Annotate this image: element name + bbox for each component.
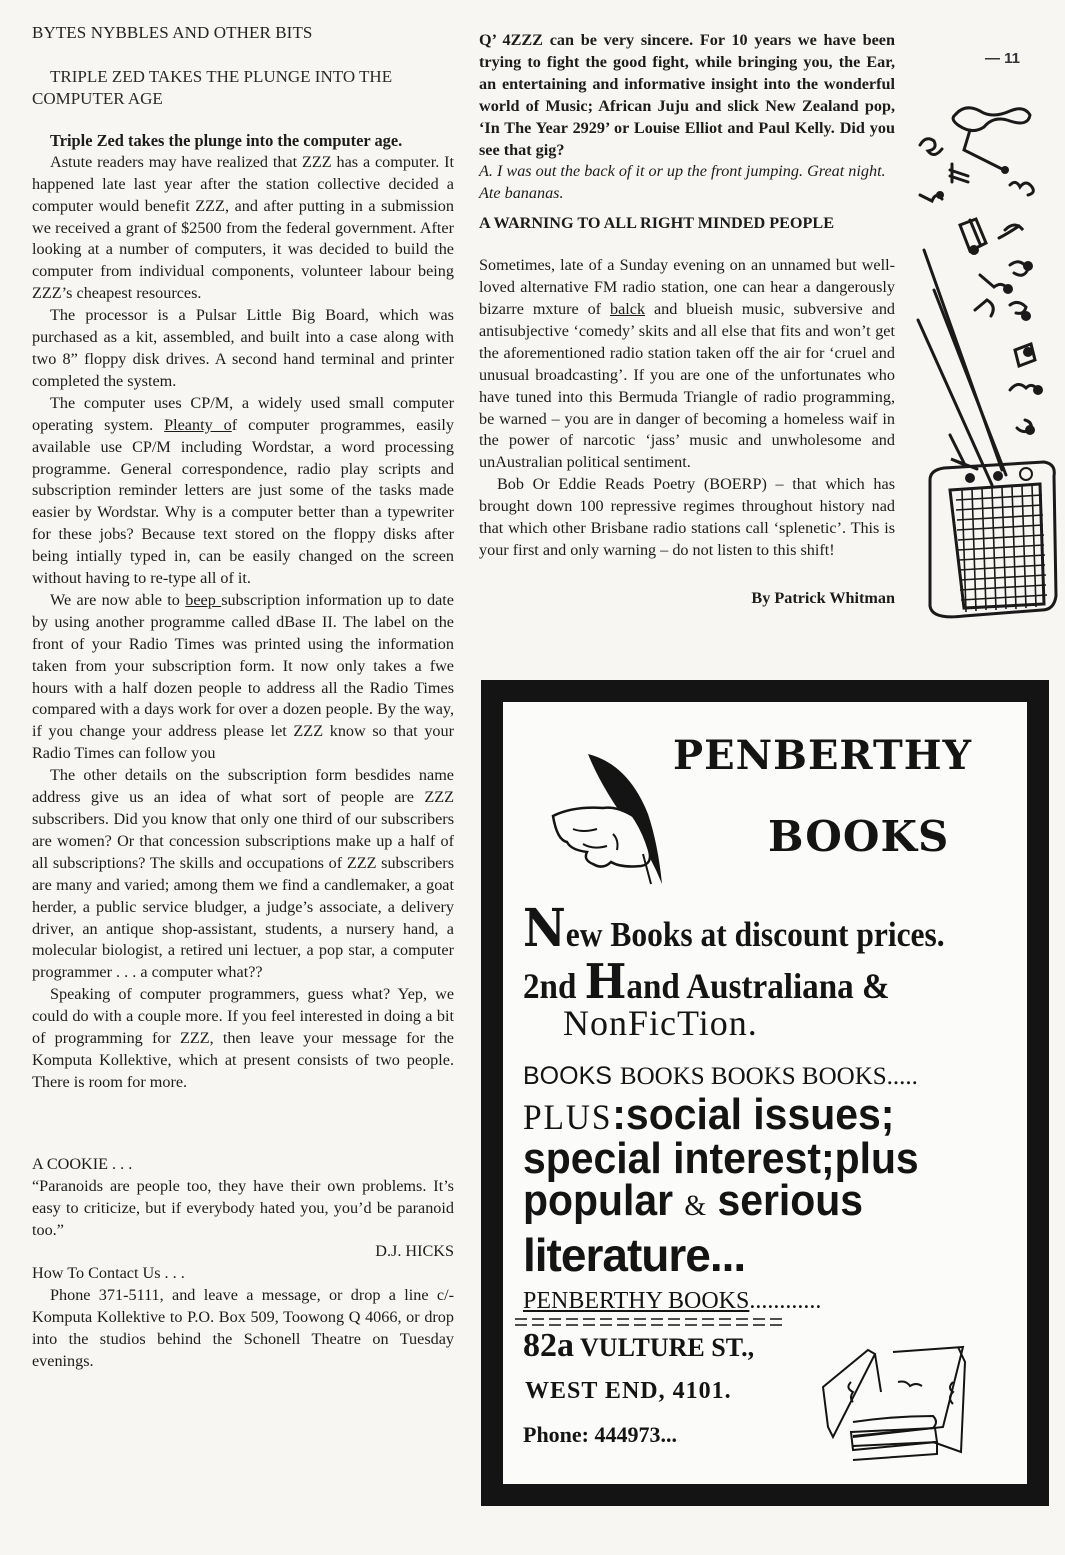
cookie-author: D.J. HICKS bbox=[375, 1242, 454, 1261]
text-run: ew Books at discount prices. bbox=[565, 915, 945, 954]
text-run: popular bbox=[523, 1176, 685, 1225]
article-paragraph: Speaking of computer programmers, guess what? Yep, we could do with a couple more. If you feel interested in doing a bit of programming for ZZZ, then leave your message for the Komputa Kollektive, which at present consists of two people. There is room for more. bbox=[32, 985, 454, 1091]
text-run: VULTURE ST., bbox=[574, 1333, 755, 1362]
warning-title: A WARNING TO ALL RIGHT MINDED PEOPLE bbox=[479, 214, 835, 233]
text-run: f computer programmes, easily available use CP/M including Wordstar, a word processing programme. General correspondence, radio play scripts and subscription reminder letters are just some of the tasks made easier by Wordstar. Why is a computer better than a typewriter for these jobs? Because text stored on the floppy disks after being intially typed in, can be easily changed on the screen without having to re-type all of it. bbox=[32, 415, 454, 588]
open-books-icon bbox=[813, 1342, 973, 1462]
advert-panel bbox=[503, 702, 1027, 1484]
article-paragraph bbox=[32, 393, 454, 590]
advert-street bbox=[523, 1327, 754, 1365]
advert-new-books bbox=[523, 898, 945, 959]
advert-name-line-1: PENBERTHY bbox=[673, 732, 973, 779]
warning-paragraph bbox=[479, 255, 895, 474]
text-run: 2nd bbox=[523, 966, 585, 1006]
underlined-word: beep bbox=[185, 590, 222, 609]
article-title: TRIPLE ZED TAKES THE PLUNGE INTO THE COMPUTER AGE bbox=[32, 66, 393, 108]
byline: By Patrick Whitman bbox=[751, 588, 895, 607]
cookie-title: A COOKIE . . . bbox=[32, 1154, 133, 1173]
text-run: Sometimes, late of a Sunday evening on an unnamed but well-loved alternative FM radio station, one can hear a dangerously bizarre mxture of bbox=[479, 256, 895, 318]
advert-line bbox=[523, 1090, 919, 1139]
page-number: — 11 bbox=[985, 50, 1021, 67]
advert-books-repeat bbox=[523, 1062, 918, 1091]
article-paragraph bbox=[32, 590, 454, 765]
music-radio-illustration-icon bbox=[910, 90, 1065, 670]
text-run: 82a bbox=[523, 1327, 574, 1364]
contact-body: Phone 371-5111, and leave a message, or drop a line c/- Komputa Kollektive to P.O. Box 509, Toowong Q 4066, or drop into the studios behind the Schonell Theatre on Tuesday evenings. bbox=[32, 1286, 454, 1370]
text-run: BOOKS BOOKS BOOKS..... bbox=[619, 1063, 918, 1090]
article-paragraph: The processor is a Pulsar Little Big Board, which was purchased as a kit, assembled, and built into a case along with two 8” floppy disk drives. A second hand terminal and printer completed the system. bbox=[32, 306, 454, 390]
advert-name-line-2: BOOKS bbox=[768, 812, 950, 861]
text-run: and Australiana & bbox=[626, 966, 890, 1006]
text-run: The computer uses CP/M, a widely used small computer operating system. bbox=[32, 393, 454, 434]
drop-cap: H bbox=[584, 954, 627, 1010]
text-run: :social issues; bbox=[612, 1090, 895, 1139]
quill-hand-icon bbox=[543, 744, 693, 894]
text-run: subscription information up to date by using another programme called dBase II. The label on the front of your Radio Times was printed using the information taken from your subscription form. It now only takes a fwe hours with a half dozen people to address all the Radio Times compared with a days work for over a dozen people. By the way, if you change your address please let ZZZ know so that your Radio Times can follow you bbox=[32, 590, 454, 763]
warning-paragraph: Bob Or Eddie Reads Poetry (BOERP) – that which has brought down 100 repressive regimes throughout history nad that which other Brisbane radio stations call ‘splenetic’. This is your first and only warning – do not listen to this shift! bbox=[479, 475, 895, 559]
text-run: and blueish music, subversive and antisubjective ‘comedy’ skits and all else that fits and won’t get the aforementioned radio station taken off the air for ‘cruel and unusual broadcasting’. If you are one of the unfortunates who have tuned into this Bermuda Triangle of radio programming, be warned – you are in danger of becoming a homeless waif in the power of narcotic ‘jass’ music and unwholesome and unAustralian political sentiment. bbox=[479, 299, 896, 472]
advert-literature: literature... bbox=[523, 1229, 746, 1281]
underlined-word: balck bbox=[609, 299, 646, 318]
cookie-quote: “Paranoids are people too, they have their own problems. It’s easy to criticize, but if everybody hated you, you’d be paranoid too.” bbox=[32, 1176, 454, 1239]
advert-line: special interest;plus bbox=[523, 1134, 919, 1183]
advert-nonfiction: NonFicTion. bbox=[563, 1003, 758, 1043]
contact-title: How To Contact Us . . . bbox=[32, 1264, 185, 1283]
text-run: serious bbox=[706, 1176, 864, 1225]
article-paragraph: Astute readers may have realized that ZZZ has a computer. It happened late last year after the station collective decided a computer would benefit ZZZ, and after putting in a submission we received a grant of $2500 from the federal government. After looking at a number of computers, it was decided to build the computer from individual components, volunteer labour being ZZZ’s cheapest resources. bbox=[32, 152, 454, 303]
advert-suburb: WEST END, 4101. bbox=[525, 1378, 732, 1404]
ampersand: & bbox=[684, 1189, 707, 1222]
intro-answer: A. I was out the back of it or up the front jumping. Great night. Ate bananas. bbox=[479, 162, 886, 203]
text-run: ............ bbox=[749, 1288, 822, 1314]
advert-signature bbox=[523, 1288, 821, 1315]
advert-plus-block bbox=[523, 1090, 919, 1227]
text-run: PLUS bbox=[523, 1097, 613, 1137]
article-paragraph: The other details on the subscription form besdides name address give us an idea of what sort of people are ZZZ subscribers. Did you know that only one third of our subscribers are women? Or that concession subscriptions make up a half of all subscriptions? The skills and occupations of ZZZ subscribers are many and varied; among them we find a candlemaker, a goat herder, a public service bludger, a judge’s associate, a delivery driver, an antique shop-assistant, students, a nursery hand, a molecular biologist, a retired uni lectuer, a pop star, a computer programmer . . . a computer what?? bbox=[32, 766, 454, 982]
text-run: We are now able to bbox=[50, 590, 186, 609]
advert-phone: Phone: 444973... bbox=[523, 1422, 677, 1447]
text-run: PENBERTHY BOOKS bbox=[523, 1288, 750, 1314]
middle-column bbox=[479, 30, 895, 610]
spacer bbox=[32, 1094, 454, 1154]
intro-paragraph: Q’ 4ZZZ can be very sincere. For 10 years we have been trying to fight the good fight, while bringing you, the Ear, an entertaining and informative insight into the wonderful world of Music; African Juju and slick New Zealand pop, ‘In The Year 2929’ or Louise Elliot and Paul Kelly. Did you see that gig? bbox=[479, 31, 895, 159]
advert-line bbox=[523, 1176, 919, 1227]
text-run: BOOKS bbox=[523, 1062, 612, 1090]
section-title: BYTES NYBBLES AND OTHER BITS bbox=[32, 23, 313, 42]
underlined-word: Pleanty o bbox=[164, 415, 232, 434]
penberthy-books-advert bbox=[481, 680, 1049, 1506]
drop-cap: N bbox=[523, 898, 566, 959]
section-header bbox=[32, 22, 454, 1373]
article-lead: Triple Zed takes the plunge into the computer age. bbox=[50, 130, 403, 150]
